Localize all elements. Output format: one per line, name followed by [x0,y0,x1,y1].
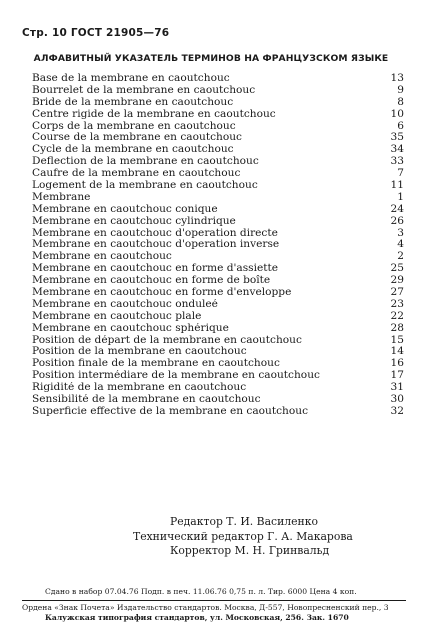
index-term-number: 30 [390,393,404,406]
index-entry [32,275,404,287]
index-term: Membrane en caoutchouc conique [32,203,218,215]
index-entry [32,239,404,251]
index-term: Position intermédiare de la membrane en caoutchouc [32,370,320,382]
index-term-number: 6 [397,119,404,132]
index-term-number: 23 [390,297,404,310]
index-term: Membrane en caoutchouc d'operation directe [32,227,278,239]
index-term: Position de départ de la membrane en caoutchouc [32,334,302,346]
index-term: Rigidité de la membrane en caoutchouc [32,382,247,394]
index-entry [32,346,404,358]
index-entry [32,180,404,192]
index-term: Caufre de la membrane en caoutchouc [32,168,241,180]
index-term-number: 25 [390,262,404,275]
index-term: Centre rigide de la membrane en caoutchouc [32,108,276,120]
index-entry [32,97,404,109]
index-term-number: 3 [397,226,404,239]
imprint-print-details: Сдано в набор 07.04.76 Подп. в печ. 11.06.76 0,75 п. л. Тир. 6000 Цена 4 коп. [45,587,357,596]
index-term: Superficie effective de la membrane en caoutchouc [32,405,309,417]
index-entry [32,73,404,85]
index-term-number: 7 [397,167,404,180]
index-term: Membrane en caoutchouc onduleé [32,298,218,310]
index-entry [32,370,404,382]
running-head: Стр. 10 ГОСТ 21905—76 [22,27,170,39]
index-entry [32,156,404,168]
index-term-number: 14 [390,345,404,358]
index-term: Position finale de la membrane en caoutchouc [32,358,280,370]
imprint-printer: Калужская типография стандартов, ул. Московская, 256. Зак. 1670 [45,613,349,622]
index-entry [32,406,404,418]
index-entry [32,335,404,347]
index-term-number: 22 [390,309,404,322]
section-title: АЛФАВИТНЫЙ УКАЗАТЕЛЬ ТЕРМИНОВ НА ФРАНЦУЗСКОМ ЯЗЫКЕ [33,53,389,64]
index-entry [32,311,404,323]
index-entry [32,299,404,311]
index-term-number: 10 [390,107,404,120]
index-term: Course de la membrane en caoutchouc [32,132,242,144]
index-term: Sensibilité de la membrane en caoutchouc [32,394,261,406]
index-term-number: 13 [390,72,404,84]
index-term: Membrane en caoutchouc d'operation inverse [32,239,280,251]
index-entry [32,287,404,299]
index-term-number: 24 [390,202,404,215]
index-entry [32,251,404,263]
tech-editor-credit: Технический редактор Г. А. Макарова [133,529,353,543]
proofreader-credit: Корректор М. Н. Гринвальд [170,544,330,557]
index-term: Membrane en caoutchouc en forme de boîte [32,275,271,287]
imprint-publisher: Ордена «Знак Почета» Издательство стандартов. Москва, Д-557, Новопресненский пер., 3 [22,603,389,612]
index-term: Membrane [32,191,91,203]
index-term: Logement de la membrane en caoutchouc [32,180,258,192]
index-entry [32,323,404,335]
imprint-divider [22,600,406,601]
index-entry [32,192,404,204]
index-term-number: 8 [397,95,404,108]
index-entry [32,168,404,180]
index-term-number: 34 [390,143,404,156]
index-term-number: 31 [390,381,404,394]
editor-credit: Редактор Т. И. Василенко [170,515,318,528]
index-entry [32,204,404,216]
index-term-number: 17 [390,369,404,382]
index-entry [32,263,404,275]
index-term-number: 1 [397,190,404,203]
index-entry [32,216,404,228]
index-term-number: 15 [390,333,404,346]
index-entry [32,132,404,144]
index-term-number: 16 [390,357,404,370]
index-term-number: 35 [390,131,404,144]
index-term-number: 4 [397,238,404,251]
index-term: Membrane en caoutchouc cylindrique [32,215,236,227]
index-term-number: 9 [397,83,404,96]
index-term-number: 26 [390,214,404,227]
index-entry [32,85,404,97]
index-entry [32,109,404,121]
term-index [32,73,404,418]
index-entry [32,382,404,394]
index-term: Membrane en caoutchouc plale [32,310,202,322]
index-term: Membrane en caoutchouc en forme d'enveloppe [32,287,292,299]
index-term: Membrane en caoutchouc sphérique [32,322,229,334]
credits [0,515,422,559]
index-term: Bride de la membrane en caoutchouc [32,96,234,108]
index-term: Deflection de la membrane en caoutchouc [32,156,259,168]
index-term: Bourrelet de la membrane en caoutchouc [32,84,256,96]
index-term: Corps de la membrane en caoutchouc [32,120,236,132]
index-term: Cycle de la membrane en caoutchouc [32,144,234,156]
index-entry [32,228,404,240]
index-term-number: 2 [397,250,404,263]
index-term-number: 28 [390,321,404,334]
index-entry [32,121,404,133]
index-term-number: 32 [390,404,404,417]
index-term: Membrane en caoutchouc en forme d'assiette [32,263,279,275]
index-term-number: 27 [390,286,404,299]
index-term: Position de la membrane en caoutchouc [32,346,247,358]
index-entry [32,394,404,406]
index-term-number: 33 [390,155,404,168]
index-entry [32,144,404,156]
index-term-number: 29 [390,274,404,287]
index-term: Membrane en caoutchouc [32,251,172,263]
index-entry [32,358,404,370]
index-term-number: 11 [390,179,404,192]
index-term: Base de la membrane en caoutchouc [32,73,230,84]
